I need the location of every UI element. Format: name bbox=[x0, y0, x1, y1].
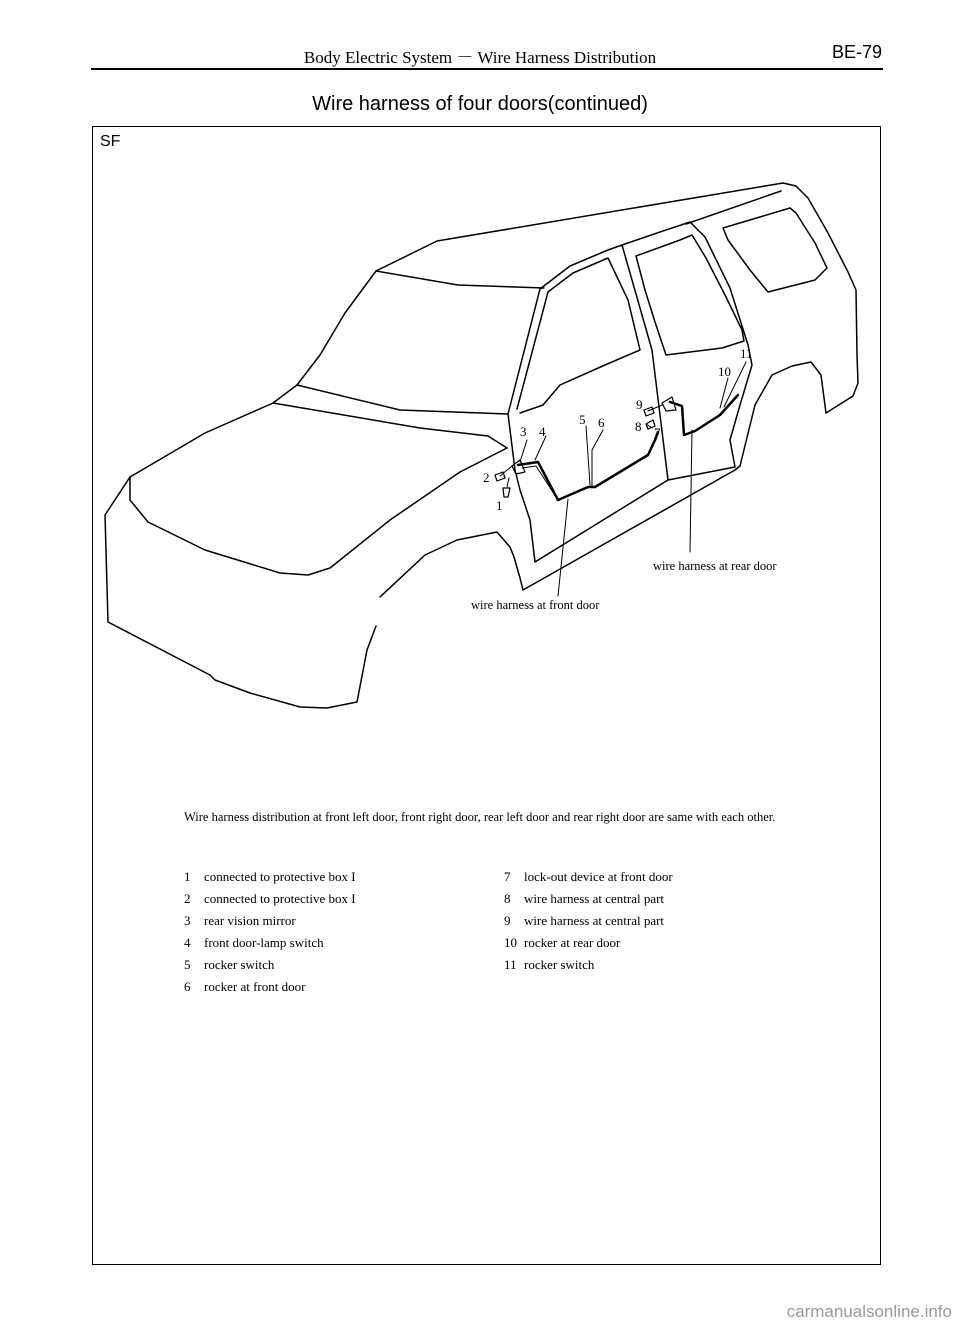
legend-number: 1 bbox=[184, 869, 191, 884]
windshield-top bbox=[376, 271, 544, 288]
legend-item bbox=[184, 932, 356, 954]
legend-number: 6 bbox=[184, 979, 191, 994]
callout-2: 2 bbox=[483, 470, 490, 485]
legend-item bbox=[184, 866, 356, 888]
rear-door-outline bbox=[622, 222, 752, 480]
legend-item bbox=[184, 976, 356, 998]
callout-5: 5 bbox=[579, 412, 586, 427]
connector-1 bbox=[503, 488, 510, 497]
cowl-line bbox=[297, 385, 508, 414]
rear-body bbox=[796, 186, 858, 413]
legend-item bbox=[504, 866, 673, 888]
front-door-harness bbox=[518, 432, 658, 500]
callout-3: 3 bbox=[520, 424, 527, 439]
section-title: Wire harness of four doors(continued) bbox=[312, 93, 648, 115]
legend-text: wire harness at central part bbox=[524, 891, 665, 906]
windshield-left bbox=[273, 271, 376, 403]
legend-text: rocker at front door bbox=[204, 979, 306, 994]
rear-wheel-arch bbox=[740, 362, 826, 466]
legend-item bbox=[184, 888, 356, 910]
legend-text: rocker switch bbox=[524, 957, 595, 972]
frame-tag: SF bbox=[100, 133, 121, 150]
hood-top bbox=[273, 403, 507, 448]
callout-9: 9 bbox=[636, 397, 643, 412]
legend-text: lock-out device at front door bbox=[524, 869, 673, 884]
watermark: carmanualsonline.info bbox=[786, 1302, 952, 1321]
callout-6: 6 bbox=[598, 415, 605, 430]
rear-pillar bbox=[686, 191, 781, 224]
legend-item bbox=[184, 910, 356, 932]
legend-number: 3 bbox=[184, 913, 191, 928]
legend-number: 8 bbox=[504, 891, 511, 906]
legend-number: 11 bbox=[504, 957, 517, 972]
legend-text: connected to protective box I bbox=[204, 869, 356, 884]
rear-door-harness bbox=[670, 395, 738, 435]
callout-10: 10 bbox=[718, 364, 731, 379]
legend-number: 4 bbox=[184, 935, 191, 950]
legend-text: rocker switch bbox=[204, 957, 275, 972]
callout-11: 11 bbox=[740, 346, 753, 361]
rear-door-window bbox=[636, 235, 744, 355]
distribution-note: Wire harness distribution at front left door, front right door, rear left door and rear right door are same with each other. bbox=[184, 810, 776, 824]
callout-7: 7 bbox=[654, 425, 661, 440]
callout-4: 4 bbox=[539, 424, 546, 439]
hood-front bbox=[130, 403, 273, 477]
legend-number: 2 bbox=[184, 891, 191, 906]
legend-item bbox=[504, 910, 673, 932]
connector-9 bbox=[644, 407, 654, 416]
callout-8: 8 bbox=[635, 419, 642, 434]
legend-text: connected to protective box I bbox=[204, 891, 356, 906]
legend-text: front door-lamp switch bbox=[204, 935, 324, 950]
roof-outline bbox=[376, 183, 796, 271]
legend-item bbox=[504, 932, 673, 954]
rear-harness-label: wire harness at rear door bbox=[653, 559, 777, 573]
legend-item bbox=[184, 954, 356, 976]
legend-item bbox=[504, 954, 673, 976]
legend-text: rear vision mirror bbox=[204, 913, 296, 928]
header-title: Body Electric System － Wire Harness Distribution bbox=[303, 48, 657, 67]
connector-rear bbox=[662, 397, 676, 411]
legend-number: 9 bbox=[504, 913, 511, 928]
front-wheel-arch bbox=[380, 532, 523, 597]
page-number: BE-79 bbox=[831, 42, 882, 62]
quarter-window bbox=[723, 208, 827, 292]
front-bumper bbox=[105, 477, 210, 675]
front-door-harness-inner bbox=[522, 466, 556, 497]
legend-item bbox=[504, 888, 673, 910]
legend-number: 5 bbox=[184, 957, 191, 972]
legend-number: 7 bbox=[504, 869, 511, 884]
front-door-window bbox=[517, 258, 640, 413]
callout-1: 1 bbox=[496, 498, 503, 513]
front-lower bbox=[210, 626, 376, 708]
hood-side bbox=[130, 448, 507, 575]
front-harness-label: wire harness at front door bbox=[471, 598, 600, 612]
legend-text: wire harness at central part bbox=[524, 913, 665, 928]
legend-right-column bbox=[504, 866, 673, 976]
legend-left-column bbox=[184, 866, 356, 998]
front-door-outline bbox=[508, 245, 668, 562]
legend-number: 10 bbox=[504, 935, 517, 950]
legend-text: rocker at rear door bbox=[524, 935, 621, 950]
